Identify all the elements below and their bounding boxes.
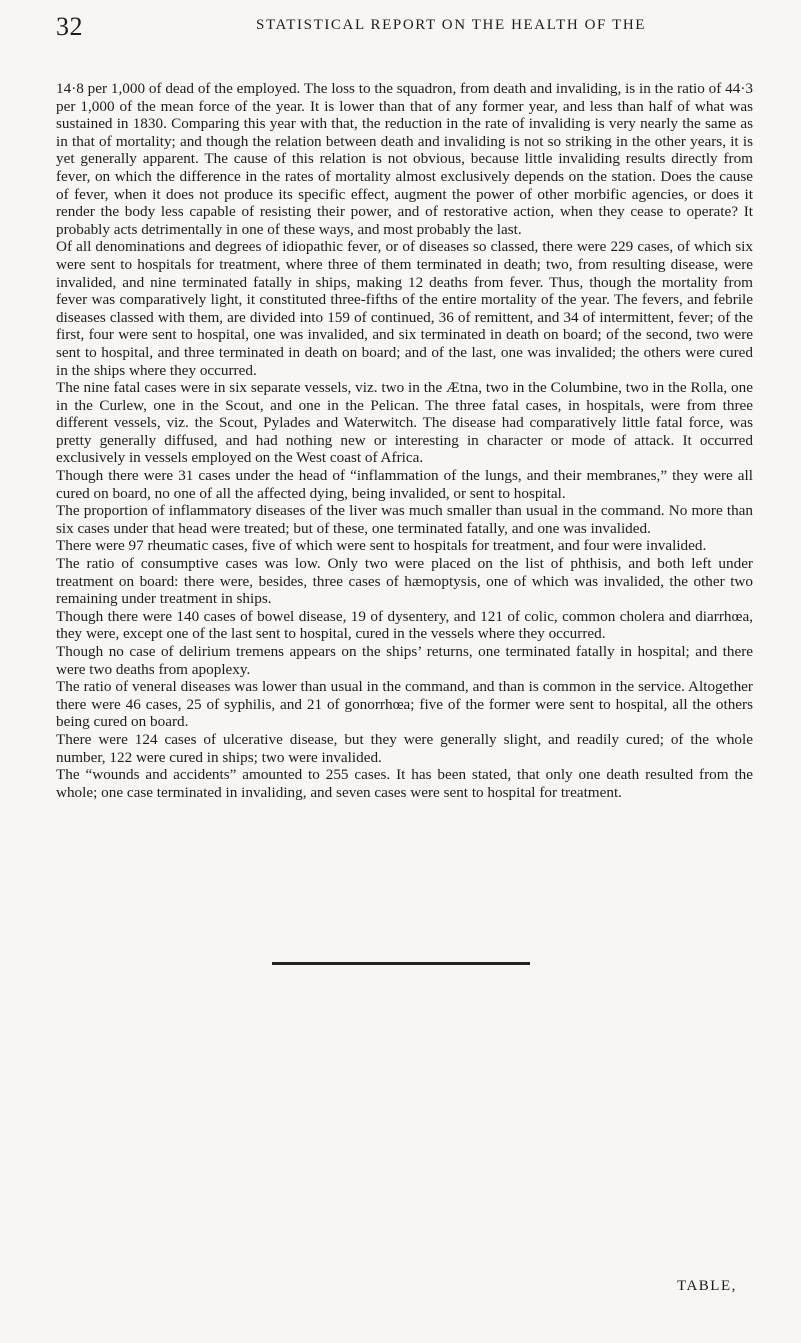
running-header: STATISTICAL REPORT ON THE HEALTH OF THE [256,17,647,33]
paragraph: Of all denominations and degrees of idiopathic fever, or of diseases so classed, there were 229 cases, of which six were sent to hospitals for treatment, where three of them terminated in death; two, from resulting disease, were invalided, and nine terminated fatally in ships, making 12 deaths from fever. Thus, though the mortality from fever was comparatively light, it constituted three-fifths of the entire mortality of the year. The fevers, and febrile diseases classed with them, are divided into 159 of continued, 36 of remittent, and 34 of intermittent, fever; of the first, four were sent to hospital, one was invalided, and six terminated in death on board; of the second, two were sent to hospital, and three terminated in death on board; and of the last, one was invalided; the others were cured in the ships where they occurred. [56,238,753,379]
paragraph: The “wounds and accidents” amounted to 255 cases. It has been stated, that only one death resulted from the whole; one case terminated in invaliding, and seven cases were sent to hospital for treatment. [56,766,753,801]
paragraph: Though there were 31 cases under the head of “inflammation of the lungs, and their membranes,” they were all cured on board, no one of all the affected dying, being invalided, or sent to hospital. [56,467,753,502]
paragraph: Though no case of delirium tremens appears on the ships’ returns, one terminated fatally in hospital; and there were two deaths from apoplexy. [56,643,753,678]
paragraph: The nine fatal cases were in six separate vessels, viz. two in the Ætna, two in the Columbine, two in the Rolla, one in the Curlew, one in the Scout, and one in the Pelican. The three fatal cases, in hospitals, were from three different vessels, viz. the Scout, Pylades and Waterwitch. The disease had comparatively little fatal force, was pretty generally diffused, and had nothing new or interesting in character or mode of attack. It occurred exclusively in vessels employed on the West coast of Africa. [56,379,753,467]
page-number: 32 [56,12,83,41]
paragraph: The ratio of veneral diseases was lower than usual in the command, and than is common in the service. Altogether there were 46 cases, 25 of syphilis, and 21 of gonorrhœa; five of the former were sent to hospital, all the others being cured on board. [56,678,753,731]
body-text [56,80,753,801]
paragraph: There were 124 cases of ulcerative disease, but they were generally slight, and readily cured; of the whole number, 122 were cured in ships; two were invalided. [56,730,753,766]
paragraph: 14·8 per 1,000 of dead of the employed. The loss to the squadron, from death and invaliding, is in the ratio of 44·3 per 1,000 of the mean force of the year. It is lower than that of any former year, and less than half of what was sustained in 1830. Comparing this year with that, the reduction in the rate of invaliding is very nearly the same as in that of mortality; and though the relation between death and invaliding is not so striking in the other years, it is yet generally apparent. The cause of this relation is not obvious, because little invaliding results directly from fever, on which the difference in the rates of mortality almost exclusively depends on the station. Does the cause of fever, when it does not produce its specific effect, augment the power of other morbific agencies, or does it render the body less capable of resisting their power, and of restorative action, when they cease to operate? It probably acts detrimentally in one of these ways, and most probably the last. [56,80,753,238]
paragraph: The ratio of consumptive cases was low. Only two were placed on the list of phthisis, and both left under treatment on board: there were, besides, three cases of hæmoptysis, one of which was invalided, the other two remaining under treatment in ships. [56,555,753,608]
catchword: TABLE, [677,1278,737,1294]
paragraph: The proportion of inflammatory diseases of the liver was much smaller than usual in the command. No more than six cases under that head were treated; but of these, one terminated fatally, and one was invalided. [56,502,753,537]
paragraph: Though there were 140 cases of bowel disease, 19 of dysentery, and 121 of colic, common cholera and diarrhœa, they were, except one of the last sent to hospital, cured in the vessels where they occurred. [56,607,753,643]
paragraph: There were 97 rheumatic cases, five of which were sent to hospitals for treatment, and four were invalided. [56,537,707,555]
section-rule [272,962,530,965]
